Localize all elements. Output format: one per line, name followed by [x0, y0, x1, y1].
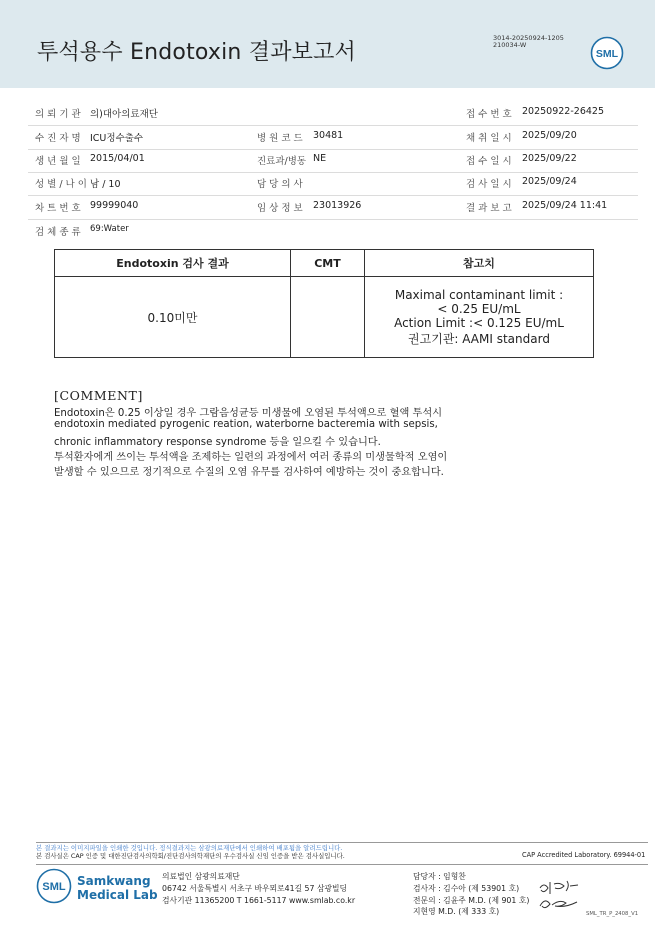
result-column-header: Endotoxin 검사 결과 — [55, 250, 291, 277]
test-date-label: 검사일시 — [466, 179, 515, 190]
dept-label: 진료과/병동 — [257, 156, 307, 167]
sml-logo — [590, 36, 624, 70]
print-notice: 본 결과지는 이미지파일을 인쇄한 것입니다. 정식결과지는 삼광의료재단에서 인쇄하여 배포됨을 알려드립니다. — [36, 844, 343, 852]
handwritten-signature — [534, 878, 584, 914]
received-date-value: 2025/09/22 — [522, 153, 577, 164]
organization-contact: 검사기관 11365200 T 1661-5117 www.smlab.co.kr — [162, 896, 356, 905]
staff-in-charge: 담당자 : 임형찬 — [413, 872, 466, 881]
received-date-label: 접수일시 — [466, 156, 515, 167]
staff-specialist-2: 지현영 M.D. (제 333 호) — [413, 907, 500, 916]
collection-date-label: 채취일시 — [466, 133, 515, 144]
samkwang-logo-text: SML — [42, 881, 66, 893]
cmt-column-header: CMT — [291, 250, 365, 277]
reference-range — [365, 277, 594, 358]
receipt-no-label: 접수번호 — [466, 109, 515, 120]
info-row-6 — [28, 224, 638, 241]
info-row-3 — [28, 153, 638, 173]
chart-no-value: 99999040 — [90, 200, 139, 211]
reference-line: Maximal contaminant limit : — [394, 287, 564, 302]
collection-date-value: 2025/09/20 — [522, 130, 577, 141]
brand-name-line-1: Samkwang — [77, 874, 151, 888]
receipt-no-value: 20250922-26425 — [522, 106, 605, 117]
results-table — [54, 249, 594, 358]
results-header-row — [55, 250, 594, 277]
sex-age-label: 성별/나이 — [35, 179, 90, 190]
staff-tester: 검사자 : 김수아 (제 53901 호) — [413, 884, 520, 893]
info-row-1 — [28, 106, 638, 126]
chart-no-label: 차트번호 — [35, 203, 84, 214]
footer-divider-2 — [36, 864, 648, 865]
accreditation-notice: 본 검사실은 CAP 인증 및 대한진단검사의학회/진단검사의학재단의 우수검사실 신임 인증을 받은 검사실입니다. — [36, 852, 345, 860]
hospital-code-value: 30481 — [313, 130, 344, 141]
reference-column-header: 참고치 — [365, 250, 594, 277]
report-title: 투석용수 Endotoxin 결과보고서 — [37, 40, 357, 65]
report-date-label: 결과보고 — [466, 203, 515, 214]
info-row-4 — [28, 176, 638, 196]
info-row-5 — [28, 200, 638, 220]
dob-value: 2015/04/01 — [90, 153, 145, 164]
test-date-value: 2025/09/24 — [522, 176, 577, 187]
reference-line: Action Limit :< 0.125 EU/mL — [394, 315, 564, 330]
cap-accreditation: CAP Accredited Laboratory. 69944-01 — [522, 851, 646, 859]
info-row-2 — [28, 130, 638, 150]
sml-logo-text: SML — [595, 48, 619, 60]
comment-line: chronic inflammatory response syndrome 등을 일으킬 수 있습니다. — [54, 437, 381, 448]
document-id — [493, 35, 564, 49]
comment-line: endotoxin mediated pyrogenic reation, waterborne bacteremia with sepsis, — [54, 419, 438, 430]
comment-line: 발생할 수 있으므로 정기적으로 수질의 오염 유무를 검사하여 예방하는 것이 중요합니다. — [54, 467, 444, 478]
comment-line: Endotoxin은 0.25 이상일 경우 그람음성균등 미생물에 오염된 투석액으로 혈액 투석시 — [54, 408, 443, 419]
clinical-value: 23013926 — [313, 200, 362, 211]
organization-name: 의료법인 삼광의료재단 — [162, 872, 240, 881]
doctor-label: 담당의사 — [257, 179, 306, 190]
document-id-line-1: 3014-20250924-1205 — [493, 34, 564, 42]
reference-line: 권고기관: AAMI standard — [408, 331, 550, 346]
reference-line: < 0.25 EU/mL — [437, 301, 521, 316]
staff-specialist-1: 전문의 : 김윤주 M.D. (제 901 호) — [413, 896, 530, 905]
form-version: SML_TR_P_2408_V1 — [586, 911, 639, 917]
sex-age-value: 남 / 10 — [90, 179, 121, 190]
endotoxin-result-value: 0.10미만 — [55, 277, 291, 358]
specimen-label: 검체종류 — [35, 227, 84, 238]
dob-label: 생년월일 — [35, 156, 84, 167]
patient-value: ICU정수출수 — [90, 133, 144, 144]
specimen-value: 69:Water — [90, 224, 129, 234]
samkwang-logo — [36, 868, 72, 904]
institution-value: 의)대아의료재단 — [90, 109, 158, 120]
hospital-code-label: 병원코드 — [257, 133, 306, 144]
organization-address: 06742 서울특별시 서초구 바우뫼로41길 57 삼광빌딩 — [162, 884, 348, 893]
clinical-label: 임상정보 — [257, 203, 306, 214]
report-date-value: 2025/09/24 11:41 — [522, 200, 608, 211]
document-id-line-2: 210034-W — [493, 41, 527, 49]
comment-line: 투석환자에게 쓰이는 투석액을 조제하는 일련의 과정에서 여러 종류의 미생물학적 오염이 — [54, 452, 448, 463]
results-row — [55, 277, 594, 358]
dept-value: NE — [313, 153, 327, 164]
cmt-value — [291, 277, 365, 358]
institution-label: 의뢰기관 — [35, 109, 84, 120]
brand-name-line-2: Medical Lab — [77, 888, 158, 902]
patient-label: 수진자명 — [35, 133, 84, 144]
comment-heading: [COMMENT] — [54, 388, 143, 403]
